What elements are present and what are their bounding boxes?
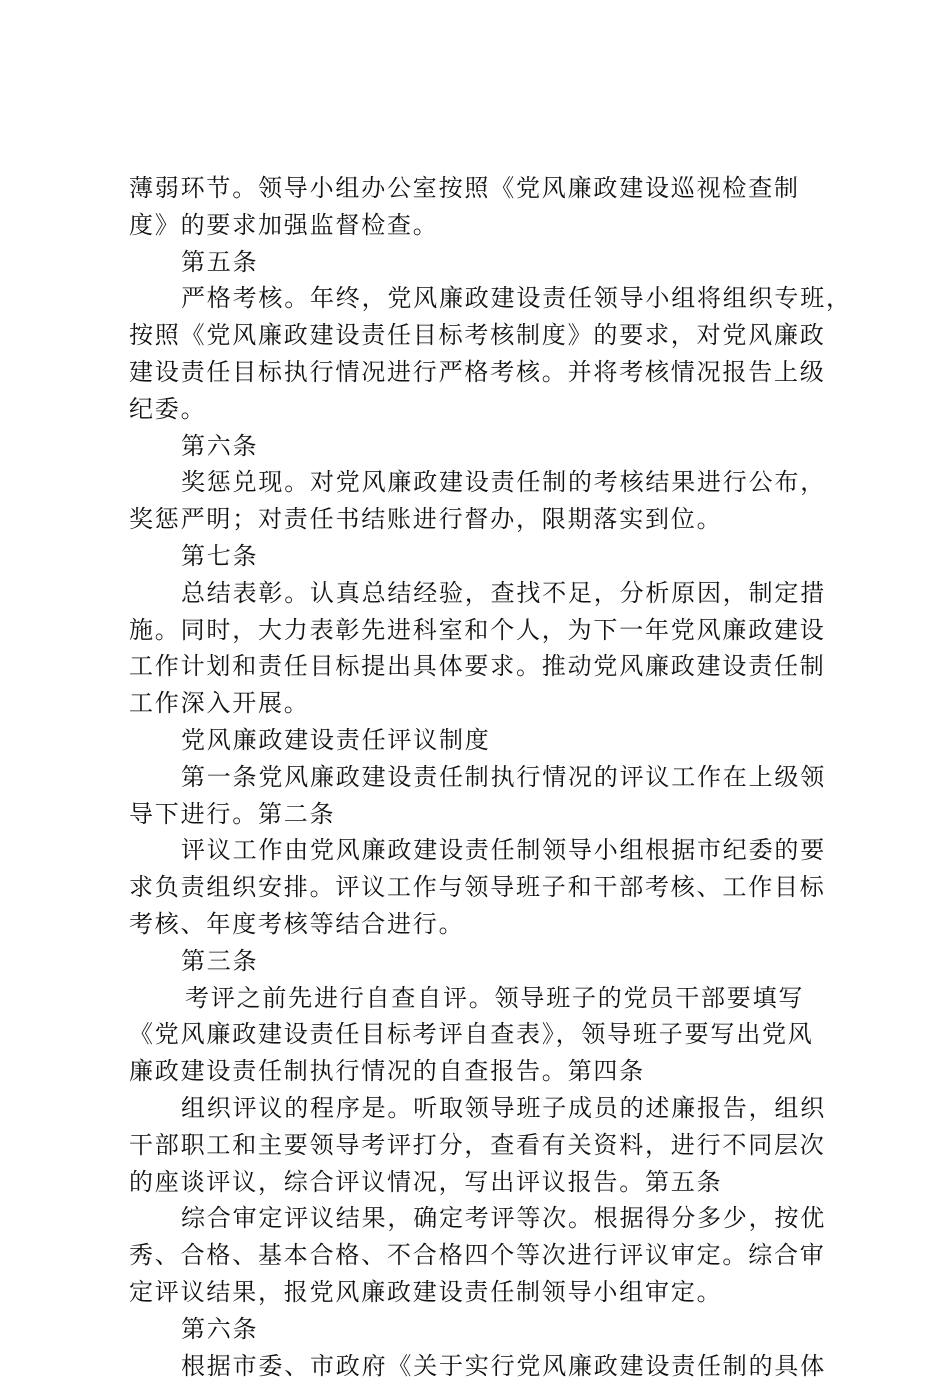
text-line: 第三条 [129, 943, 839, 980]
text-line: 奖惩严明；对责任书结账进行督办，限期落实到位。 [129, 501, 839, 538]
text-line: 第一条党风廉政建设责任制执行情况的评议工作在上级领 [129, 759, 839, 796]
text-line: 度》的要求加强监督检查。 [129, 207, 839, 244]
text-line: 总结表彰。认真总结经验，查找不足，分析原因，制定措 [129, 575, 839, 612]
text-line: 第六条 [129, 428, 839, 465]
text-line: 《党风廉政建设责任目标考评自查表》，领导班子要写出党风 [129, 1016, 839, 1053]
text-line: 按照《党风廉政建设责任目标考核制度》的要求，对党风廉政 [129, 317, 839, 354]
text-line: 建设责任目标执行情况进行严格考核。并将考核情况报告上级 [129, 354, 839, 391]
text-line: 第七条 [129, 538, 839, 575]
text-line: 定评议结果，报党风廉政建设责任制领导小组审定。 [129, 1274, 839, 1311]
text-line: 第六条 [129, 1311, 839, 1348]
text-line: 工作计划和责任目标提出具体要求。推动党风廉政建设责任制 [129, 648, 839, 685]
text-line: 求负责组织安排。评议工作与领导班子和干部考核、工作目标 [129, 869, 839, 906]
text-line: 工作深入开展。 [129, 685, 839, 722]
text-line: 廉政建设责任制执行情况的自查报告。第四条 [129, 1053, 839, 1090]
text-line: 第五条 [129, 244, 839, 281]
text-line: 薄弱环节。领导小组办公室按照《党风廉政建设巡视检查制 [129, 170, 839, 207]
text-line: 根据市委、市政府《关于实行党风廉政建设责任制的具体 [129, 1348, 839, 1384]
text-line: 奖惩兑现。对党风廉政建设责任制的考核结果进行公布， [129, 464, 839, 501]
text-line: 秀、合格、基本合格、不合格四个等次进行评议审定。综合审 [129, 1237, 839, 1274]
text-line: 导下进行。第二条 [129, 796, 839, 833]
text-line: 施。同时，大力表彰先进科室和个人，为下一年党风廉政建设 [129, 612, 839, 649]
text-line: 考核、年度考核等结合进行。 [129, 906, 839, 943]
text-line: 考评之前先进行自查自评。领导班子的党员干部要填写 [129, 980, 839, 1017]
text-line: 纪委。 [129, 391, 839, 428]
document-body [129, 170, 839, 1384]
text-line: 严格考核。年终，党风廉政建设责任领导小组将组织专班， [129, 280, 839, 317]
text-line: 组织评议的程序是。听取领导班子成员的述廉报告，组织 [129, 1090, 839, 1127]
text-line: 综合审定评议结果，确定考评等次。根据得分多少，按优 [129, 1200, 839, 1237]
text-line: 的座谈评议，综合评议情况，写出评议报告。第五条 [129, 1164, 839, 1201]
text-line: 评议工作由党风廉政建设责任制领导小组根据市纪委的要 [129, 832, 839, 869]
text-line: 党风廉政建设责任评议制度 [129, 722, 839, 759]
text-line: 干部职工和主要领导考评打分，查看有关资料，进行不同层次 [129, 1127, 839, 1164]
